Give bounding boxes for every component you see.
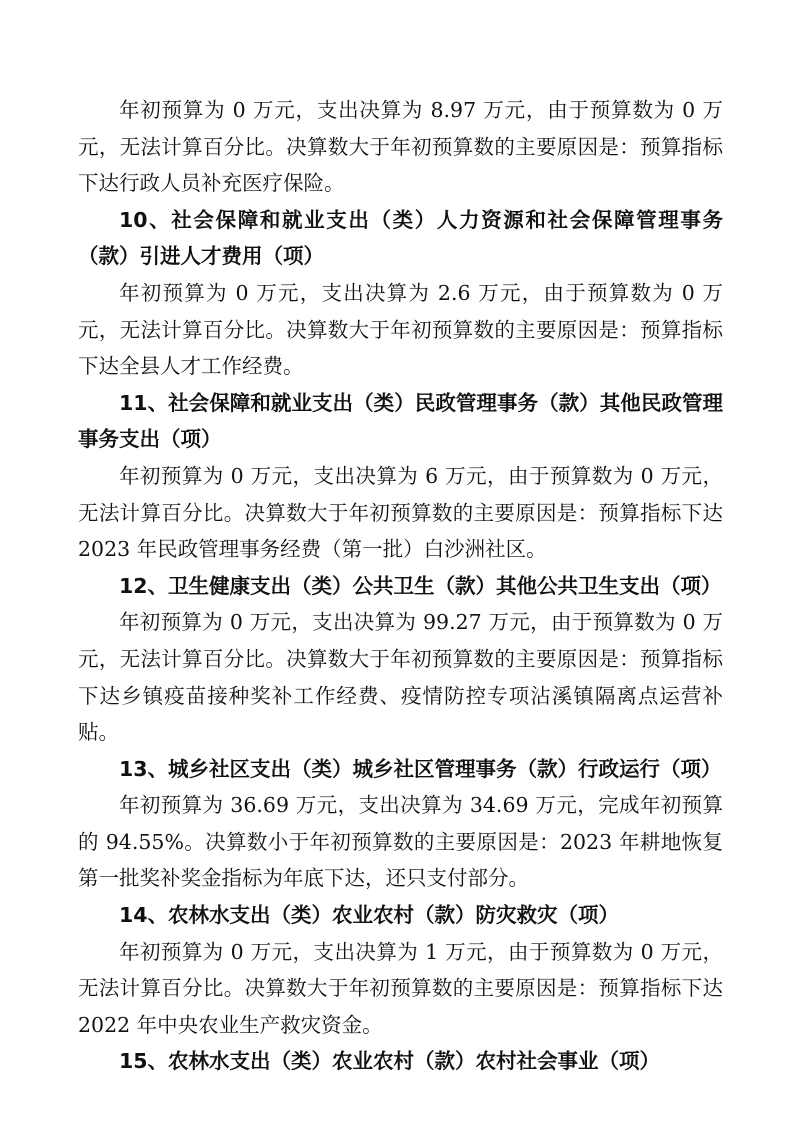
paragraph-public-health: 年初预算为 0 万元，支出决算为 99.27 万元，由于预算数为 0 万元，无法计算百分比。决算数大于年初预算数的主要原因是：预算指标下达乡镇疫苗接种奖补工作经费、疫情防控专项沾溪镇隔离点运营补贴。 (78, 610, 723, 745)
section-heading-11: 11、社会保障和就业支出（类）民政管理事务（款）其他民政管理事务支出（项） (78, 390, 723, 452)
paragraph-medical-insurance: 年初预算为 0 万元，支出决算为 8.97 万元，由于预算数为 0 万元，无法计算百分比。决算数大于年初预算数的主要原因是：预算指标下达行政人员补充医疗保险。 (78, 98, 723, 196)
paragraph-community-admin: 年初预算为 36.69 万元，支出决算为 34.69 万元，完成年初预算的 94.55%。决算数小于年初预算数的主要原因是：2023 年耕地恢复第一批奖补奖金指标为年底下达，还只支付部分。 (78, 793, 723, 891)
paragraph-civil-affairs: 年初预算为 0 万元，支出决算为 6 万元，由于预算数为 0 万元，无法计算百分比。决算数大于年初预算数的主要原因是：预算指标下达 2023 年民政管理事务经费（第一批）白沙洲社区。 (78, 463, 723, 562)
section-heading-12: 12、卫生健康支出（类）公共卫生（款）其他公共卫生支出（项） (119, 573, 722, 598)
paragraph-disaster-relief: 年初预算为 0 万元，支出决算为 1 万元，由于预算数为 0 万元，无法计算百分比。决算数大于年初预算数的主要原因是：预算指标下达 2022 年中央农业生产救灾资金。 (78, 939, 723, 1037)
section-heading-13: 13、城乡社区支出（类）城乡社区管理事务（款）行政运行（项） (119, 756, 722, 781)
paragraph-talent-funding: 年初预算为 0 万元，支出决算为 2.6 万元，由于预算数为 0 万元，无法计算百分比。决算数大于年初预算数的主要原因是：预算指标下达全县人才工作经费。 (78, 280, 723, 379)
document-body (78, 92, 723, 1080)
section-heading-14: 14、农林水支出（类）农业农村（款）防灾救灾（项） (119, 903, 620, 928)
section-heading-10: 10、社会保障和就业支出（类）人力资源和社会保障管理事务（款）引进人才费用（项） (78, 207, 723, 269)
section-heading-15: 15、农林水支出（类）农业农村（款）农村社会事业（项） (119, 1049, 661, 1074)
